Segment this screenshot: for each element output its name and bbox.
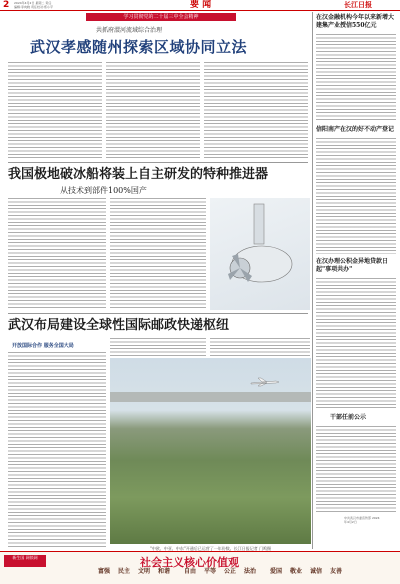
value-word: 法治 (243, 568, 256, 575)
article3-section-label: 开放国际合作 服务全国大局 (12, 343, 74, 349)
sidebar-item1-body (316, 34, 396, 122)
sidebar-item3-title: 在汉办理公积金异地贷款日起"事项共办" (316, 258, 389, 273)
sidebar-item4-body (316, 426, 396, 512)
article1-col1 (8, 62, 102, 160)
article1-col2 (106, 62, 200, 160)
value-word: 诚信 (309, 568, 322, 575)
value-word: 友善 (329, 568, 342, 575)
propeller-photo (210, 198, 310, 310)
value-word: 爱国 (269, 568, 282, 575)
footer-title: 社会主义核心价值观 (140, 556, 239, 569)
section-title: 要 闻 (190, 0, 212, 10)
date-info: 2024年4月2日 星期二 责任编辑:李向晓 责任校对:郑小平 (14, 1, 53, 9)
article3-headline: 武汉布局建设全球性国际邮政快递枢纽 (8, 318, 230, 333)
article1-col3 (204, 62, 308, 160)
sidebar-item3-body (316, 278, 396, 408)
divider (8, 162, 308, 163)
sidebar-item1-title: 在汉金融机构今年以来新增大建集产业授信550亿元 (316, 14, 395, 29)
runway-strip (110, 392, 311, 402)
article2-col2 (110, 198, 206, 310)
propeller-icon (210, 198, 310, 310)
article2-col1 (8, 198, 106, 310)
article2-headline: 我国极地破冰船将装上自主研发的特种推进器 (8, 167, 269, 182)
article1-kicker: 共抓府澴河流域综合治理 (96, 27, 163, 34)
sidebar-item2-body (316, 138, 396, 254)
sidebar-divider (312, 12, 313, 549)
footer-banner (0, 551, 400, 584)
footer-tag: 新生国 网锁网 (4, 555, 46, 567)
topic-tag: 学习贯彻党的二十届三中全会精神 (86, 13, 236, 21)
article2-subhead: 从技术到部件100%国产 (60, 186, 147, 195)
photo-caption: "中欧、中亚、中东"开通后已运营了一年份数。长江日报记者 门鸣摄 (150, 546, 271, 551)
issuer-seal: 中共武汉市委宣传部 2024年4月2日 (344, 516, 380, 524)
paper-logo: 长江日报 (344, 0, 372, 9)
airport-photo (110, 358, 311, 544)
airplane-icon (250, 372, 280, 391)
article3-col3-top (210, 338, 310, 356)
masthead (0, 0, 400, 11)
value-word: 平等 (203, 568, 216, 575)
value-word: 和谐 (157, 568, 170, 575)
sidebar-item2-title: 信阳南产在汉的好不动产登记 (316, 126, 395, 133)
value-word: 文明 (137, 568, 150, 575)
article1-headline: 武汉孝感随州探索区域协同立法 (30, 38, 248, 56)
value-word: 敬业 (289, 568, 302, 575)
page-number: 2 (3, 0, 10, 10)
article3-col1 (8, 352, 106, 548)
divider (8, 313, 308, 314)
article3-col2-top (110, 338, 206, 356)
value-word: 自由 (183, 568, 196, 575)
value-word: 民主 (117, 568, 130, 575)
value-word: 公正 (223, 568, 236, 575)
value-word: 富强 (97, 568, 110, 575)
sidebar-item4-title: 干部任前公示 (330, 414, 367, 421)
